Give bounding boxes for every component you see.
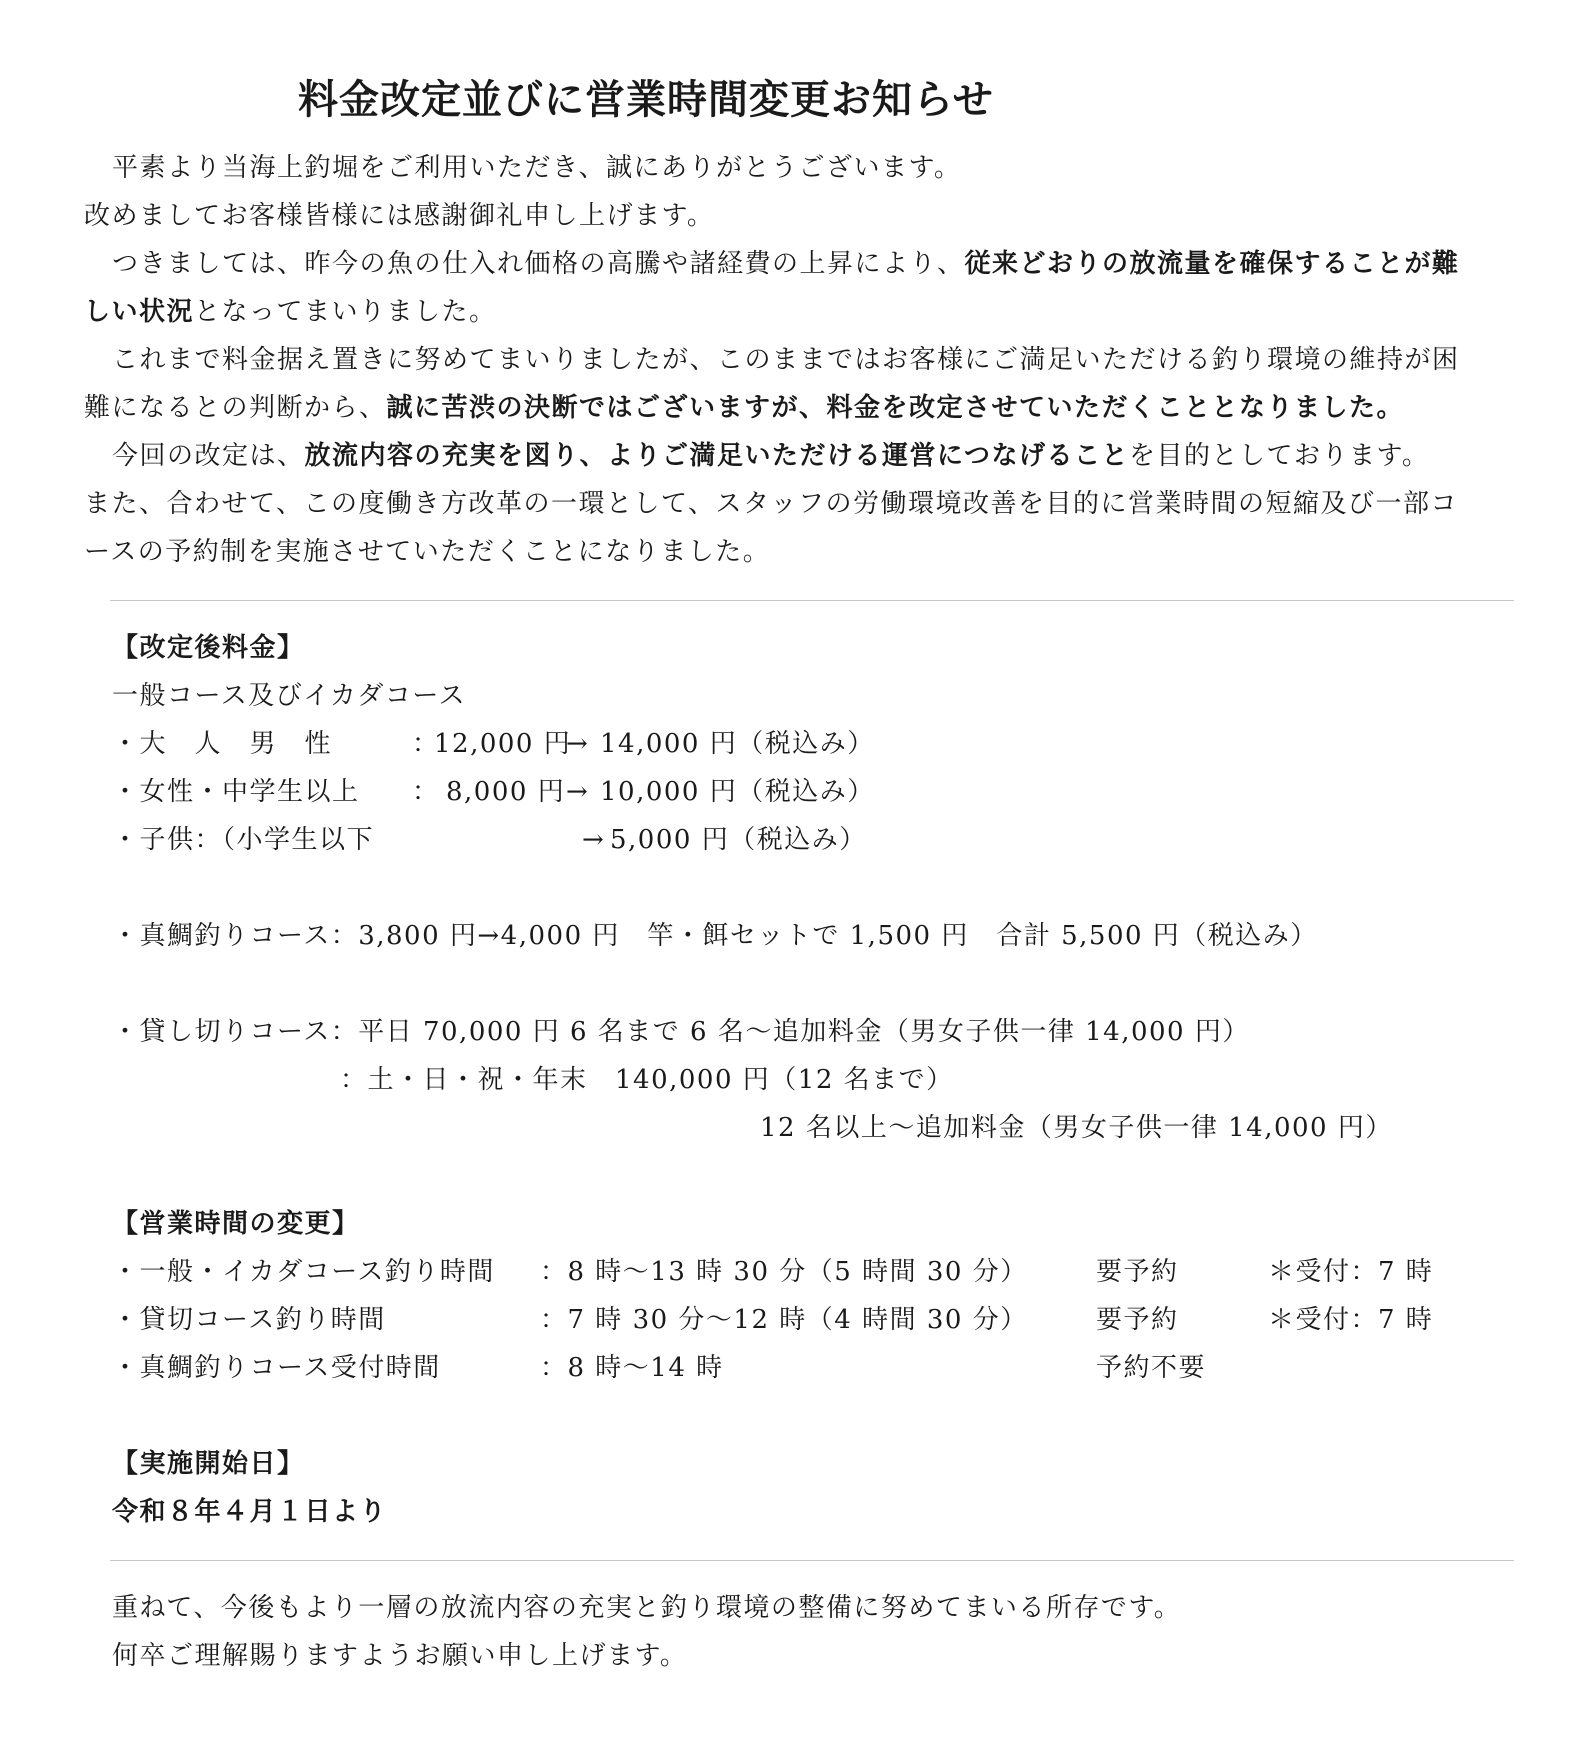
intro-line-3 [112,248,1460,280]
hours-row-label: ・一般・イカダコース釣り時間 [112,1257,495,1287]
intro-line-2: 改めましてお客様皆様には感謝御礼申し上げます。 [84,201,715,231]
hours-row-reserve: 要予約 [1096,1257,1179,1287]
intro-line-9: ースの予約制を実施させていただくことになりました。 [84,537,771,567]
intro-line-6-bold: 誠に苦渋の決断ではございますが、料金を改定させていただくこととなりました。 [386,393,1405,423]
charter-fee-line-3: 12 名以上～追加料金（男女子供一律 14,000 円） [760,1113,1393,1143]
hours-row-time: ：8 時～13 時 30 分（5 時間 30 分） [540,1257,1028,1287]
closing-line-1: 重ねて、今後もより一層の放流内容の充実と釣り環境の整備に努めてまいる所存です。 [112,1593,1182,1623]
divider-top [110,600,1514,601]
fee-row-old: 8,000 円 [446,777,566,807]
hours-row-time: ：8 時～14 時 [540,1353,724,1383]
fee-row-arrow: → [582,825,606,855]
intro-line-3-text: つきましては、昨今の魚の仕入れ価格の高騰や諸経費の上昇により、 [112,249,965,279]
fee-row-arrow: → [566,729,590,759]
intro-line-7-bold: 放流内容の充実を図り、よりご満足いただける運営につなげること [304,441,1129,471]
divider-bottom [110,1560,1514,1561]
charter-fee-line-1: ・貸し切りコース：平日 70,000 円 6 名まで 6 名～追加料金（男女子供一律 14,000 円） [112,1017,1250,1047]
hours-row-reserve: 要予約 [1096,1305,1179,1335]
intro-line-8: また、合わせて、この度働き方改革の一環として、スタッフの労働環境改善を目的に営業時間の短縮及び一部コ [84,489,1458,519]
fees-course-name: 一般コース及びイカダコース [112,681,467,711]
intro-line-3-bold: 従来どおりの放流量を確保することが難 [964,249,1460,279]
intro-line-7 [112,440,1429,472]
closing-line-2: 何卒ご理解賜りますようお願い申し上げます。 [112,1641,688,1671]
hours-row-label: ・貸切コース釣り時間 [112,1305,386,1335]
intro-line-6 [84,392,1404,424]
fee-row-new: 5,000 円（税込み） [610,825,867,855]
charter-fee-line-2: ：土・日・祝・年末 140,000 円（12 名まで） [340,1065,954,1095]
fee-row-label: ・大 人 男 性 [112,729,333,759]
fee-row-sep: ： [412,777,440,807]
fee-row-label: ・女性・中学生以上 [112,777,360,807]
hours-row-reception: ＊受付：7 時 [1268,1257,1434,1287]
start-date-heading: 【実施開始日】 [112,1449,305,1479]
fee-row-new: 10,000 円（税込み） [600,777,875,807]
intro-line-4 [84,296,497,328]
intro-line-7-text-b: を目的としております。 [1129,441,1430,471]
intro-line-5: これまで料金据え置きに努めてまいりましたが、このままではお客様にご満足いただける釣り環境の維持が困 [112,345,1460,375]
hours-heading: 【営業時間の変更】 [112,1209,360,1239]
intro-line-7-text-a: 今回の改定は、 [112,441,305,471]
fees-heading: 【改定後料金】 [112,633,305,663]
start-date: 令和８年４月１日より [112,1497,388,1527]
intro-line-4-text: となってまいりました。 [194,297,497,327]
fee-row-new: 14,000 円（税込み） [600,729,875,759]
hours-row-label: ・真鯛釣りコース受付時間 [112,1353,441,1383]
fee-row-label: ・子供：（小学生以下 [112,825,375,855]
page-title: 料金改定並びに営業時間変更お知らせ [298,76,994,123]
fee-row-sep: ： [412,729,440,759]
intro-line-6-text: 難になるとの判断から、 [84,393,387,423]
intro-line-4-bold: しい状況 [84,297,195,327]
intro-line-1: 平素より当海上釣堀をご利用いただき、誠にありがとうございます。 [112,153,962,183]
fee-row-old: 12,000 円 [434,729,572,759]
hours-row-reception: ＊受付：7 時 [1268,1305,1434,1335]
madai-course-fee: ・真鯛釣りコース：3,800 円→4,000 円 竿・餌セットで 1,500 円 合計 5,500 円（税込み） [112,921,1318,951]
fee-row-arrow: → [566,777,590,807]
hours-row-reserve: 予約不要 [1096,1353,1207,1383]
hours-row-time: ：7 時 30 分～12 時（4 時間 30 分） [540,1305,1028,1335]
